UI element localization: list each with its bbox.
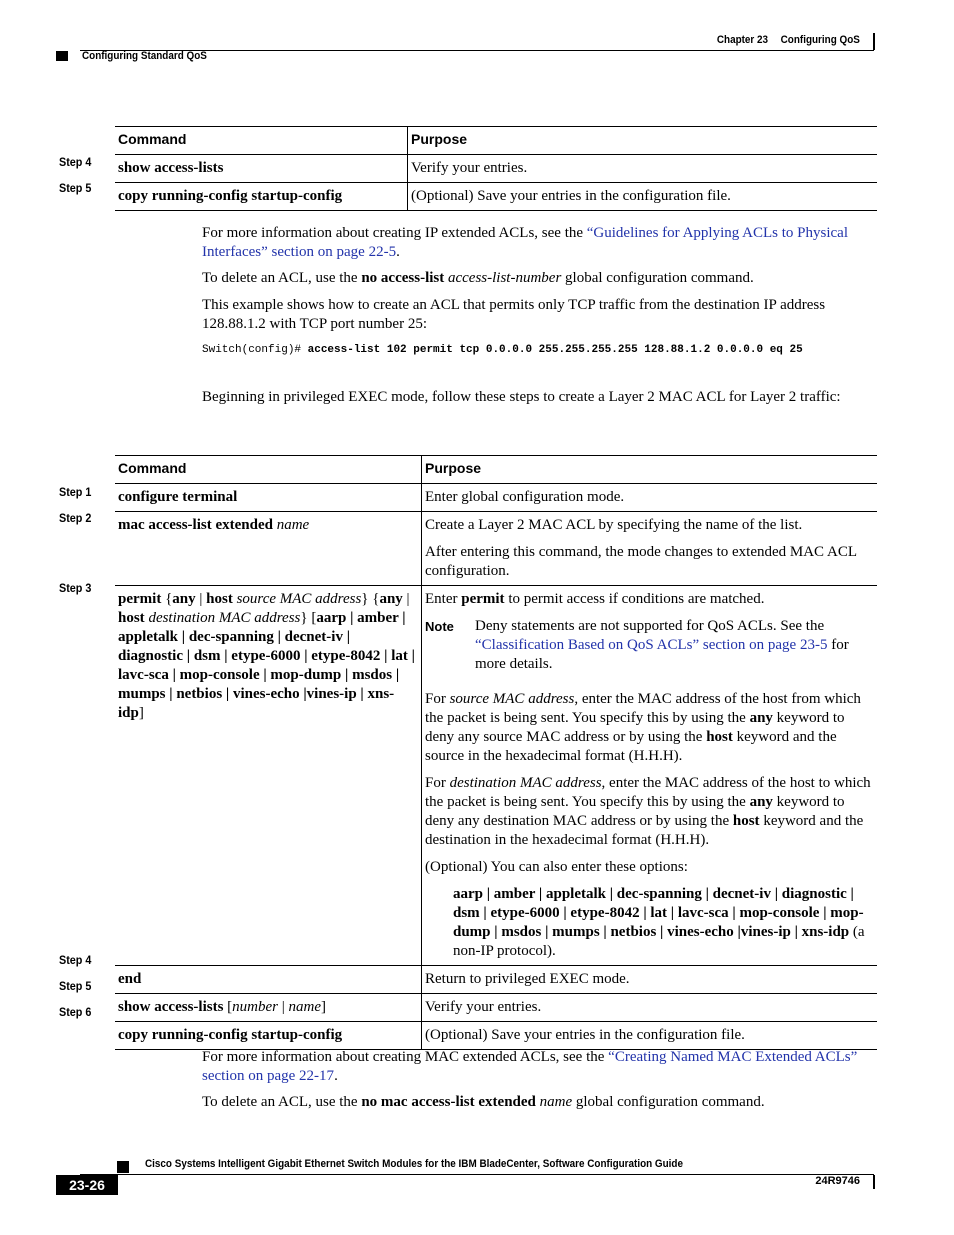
command-table-1 xyxy=(115,126,877,211)
command-table-2 xyxy=(115,455,877,1050)
text: . xyxy=(334,1068,338,1084)
text: For xyxy=(425,691,450,707)
section-title: Configuring Standard QoS xyxy=(82,50,207,62)
step-label: Step 6 xyxy=(59,1005,92,1019)
text: keyword to deny any source MAC address or by using the xyxy=(425,710,845,745)
step-label: Step 5 xyxy=(59,979,92,993)
code-example xyxy=(202,342,882,358)
table-row xyxy=(115,966,877,994)
text: keyword and the destination in the hexadecimal format (H.H.H). xyxy=(425,813,864,848)
table-row xyxy=(115,155,877,183)
footer-title: Cisco Systems Intelligent Gigabit Ethernet Switch Modules for the IBM BladeCenter, Software Configuration Guide xyxy=(145,1158,683,1170)
keyword: host xyxy=(118,610,145,626)
paragraph-example-intro: This example shows how to create an ACL that permits only TCP traffic from the destination IP address 128.88.1.2 with TCP port number 25: xyxy=(202,297,826,332)
keyword: permit xyxy=(118,591,162,607)
note-body xyxy=(475,617,860,674)
xref-link-guidelines[interactable]: “Guidelines for Applying ACLs to Physical Interfaces” section on page 22-5 xyxy=(202,225,848,260)
command-cell xyxy=(115,586,422,966)
column-header-command: Command xyxy=(115,456,422,484)
header-bar xyxy=(873,33,875,50)
argument: destination MAC address xyxy=(449,775,602,791)
command-cell xyxy=(115,512,422,586)
text: For xyxy=(425,775,450,791)
text: keyword and the source in the hexadecimal format (H.H.H). xyxy=(425,729,837,764)
text: . xyxy=(396,244,400,260)
command-cell: copy running-config startup-config xyxy=(115,183,408,211)
argument: name xyxy=(276,517,310,533)
text: Deny statements are not supported for QoS ACLs. See the xyxy=(475,618,825,634)
step-label: Step 3 xyxy=(59,581,92,595)
text: , enter the MAC address of the host to which the packet is being sent. You specify this by using the xyxy=(425,775,871,810)
paragraph-mac-acl-info xyxy=(202,1048,878,1086)
column-header-purpose: Purpose xyxy=(408,127,878,155)
purpose-text: After entering this command, the mode changes to extended MAC ACL configuration. xyxy=(425,544,857,579)
keyword: show access-lists xyxy=(118,999,224,1015)
text: global configuration command. xyxy=(561,270,754,286)
source-mac-description xyxy=(425,690,874,766)
purpose-cell: (Optional) Save your entries in the configuration file. xyxy=(422,1022,878,1050)
table-row xyxy=(115,484,877,512)
text: , enter the MAC address of the host from which the packet is being sent. You specify this by using the xyxy=(425,691,861,726)
purpose-text: Create a Layer 2 MAC ACL by specifying the name of the list. xyxy=(425,517,803,533)
syntax: } xyxy=(300,610,308,626)
document-number: 24R9746 xyxy=(815,1175,860,1187)
column-header-purpose: Purpose xyxy=(422,456,878,484)
header-chapter xyxy=(704,34,860,46)
protocol-keywords: aarp | amber | appletalk | dec-spanning | decnet-iv | diagnostic | dsm | etype-6000 | etype-8042 | lat | lavc-sca | mop-console | mop-dump | msdos | mumps | netbios | vines-echo |vines-ip | xns-idp xyxy=(118,610,415,721)
text: Enter xyxy=(425,591,462,607)
text: keyword to deny any destination MAC address or by using the xyxy=(425,794,845,829)
keyword: any xyxy=(749,794,773,810)
keyword: host xyxy=(706,729,733,745)
chapter-number: Chapter 23 xyxy=(717,34,769,46)
page-number: 23-26 xyxy=(56,1175,118,1195)
code-command: access-list 102 permit tcp 0.0.0.0 255.255.255.255 128.88.1.2 0.0.0.0 eq 25 xyxy=(307,344,803,356)
text: to permit access if conditions are matched. xyxy=(504,591,765,607)
keyword: host xyxy=(206,591,233,607)
argument: source MAC address xyxy=(232,591,362,607)
purpose-cell: Enter global configuration mode. xyxy=(422,484,878,512)
footer-marker xyxy=(117,1161,129,1173)
step-label: Step 1 xyxy=(59,485,92,499)
destination-mac-description xyxy=(425,774,874,850)
syntax: | xyxy=(278,999,289,1015)
purpose-cell: (Optional) Save your entries in the configuration file. xyxy=(408,183,878,211)
argument: destination MAC address xyxy=(144,610,301,626)
command-cell: show access-lists xyxy=(115,155,408,183)
syntax: ] xyxy=(138,705,144,721)
chapter-title: Configuring QoS xyxy=(780,34,860,46)
argument: source MAC address xyxy=(449,691,575,707)
note-label: Note xyxy=(425,619,454,634)
command-cell: end xyxy=(115,966,422,994)
purpose-cell: Verify your entries. xyxy=(422,994,878,1022)
text: For more information about creating MAC extended ACLs, see the xyxy=(202,1049,609,1065)
options-list xyxy=(425,885,874,961)
argument: name xyxy=(539,1094,573,1110)
argument: access-list-number xyxy=(447,270,562,286)
step-label: Step 4 xyxy=(59,953,92,967)
paragraph-delete-acl xyxy=(202,269,878,288)
keyword: any xyxy=(172,591,196,607)
syntax: [ xyxy=(307,610,317,626)
header-marker xyxy=(56,51,68,61)
options-intro: (Optional) You can also enter these options: xyxy=(425,859,688,875)
paragraph-mac-acl-intro: Beginning in privileged EXEC mode, follow these steps to create a Layer 2 MAC ACL for Layer 2 traffic: xyxy=(202,389,841,405)
keyword: no mac access-list extended xyxy=(361,1094,536,1110)
step-label: Step 2 xyxy=(59,511,92,525)
text: To delete an ACL, use the xyxy=(202,1094,362,1110)
text: To delete an ACL, use the xyxy=(202,270,362,286)
syntax: { xyxy=(368,591,380,607)
syntax: [ xyxy=(223,999,233,1015)
syntax: | xyxy=(195,591,207,607)
paragraph-ip-acl-info xyxy=(202,224,878,262)
keyword: any xyxy=(749,710,773,726)
note xyxy=(425,617,874,674)
syntax: { xyxy=(161,591,173,607)
purpose-cell xyxy=(422,586,878,966)
table-row xyxy=(115,994,877,1022)
step-label: Step 5 xyxy=(59,181,92,195)
text: for more details. xyxy=(475,637,849,672)
table-row xyxy=(115,586,877,966)
syntax: } xyxy=(361,591,369,607)
purpose-cell: Verify your entries. xyxy=(408,155,878,183)
syntax: ] xyxy=(321,999,327,1015)
footer-bar xyxy=(873,1175,875,1189)
code-prompt: Switch(config)# xyxy=(202,344,308,356)
syntax: | xyxy=(402,591,410,607)
table-row xyxy=(115,183,877,211)
argument: name xyxy=(288,999,322,1015)
command-cell: configure terminal xyxy=(115,484,422,512)
purpose-cell xyxy=(422,512,878,586)
protocol-keywords: aarp | amber | appletalk | dec-spanning | decnet-iv | diagnostic | dsm | etype-6000 | etype-8042 | lat | lavc-sca | mop-console | mop-dump | msdos | mumps | netbios | vines-echo |vines-ip | xns-idp xyxy=(453,886,864,940)
command-cell: copy running-config startup-config xyxy=(115,1022,422,1050)
step-label: Step 4 xyxy=(59,155,92,169)
paragraph-delete-mac-acl xyxy=(202,1093,878,1112)
table-row xyxy=(115,512,877,586)
text: global configuration command. xyxy=(572,1094,765,1110)
footer-rule xyxy=(80,1174,874,1175)
purpose-cell: Return to privileged EXEC mode. xyxy=(422,966,878,994)
xref-link-classification[interactable]: “Classification Based on QoS ACLs” section on page 23-5 xyxy=(475,637,828,653)
table-row xyxy=(115,1022,877,1050)
xref-link-named-mac[interactable]: “Creating Named MAC Extended ACLs” section on page 22-17 xyxy=(202,1049,858,1084)
column-header-command: Command xyxy=(115,127,408,155)
keyword: host xyxy=(732,813,760,829)
command-cell xyxy=(115,994,422,1022)
keyword: mac access-list extended xyxy=(118,517,273,533)
keyword: any xyxy=(379,591,403,607)
text: For more information about creating IP extended ACLs, see the xyxy=(202,225,587,241)
argument: number xyxy=(232,999,278,1015)
keyword: permit xyxy=(461,591,505,607)
text: (a non-IP protocol). xyxy=(453,924,865,959)
keyword: no access-list xyxy=(361,270,445,286)
